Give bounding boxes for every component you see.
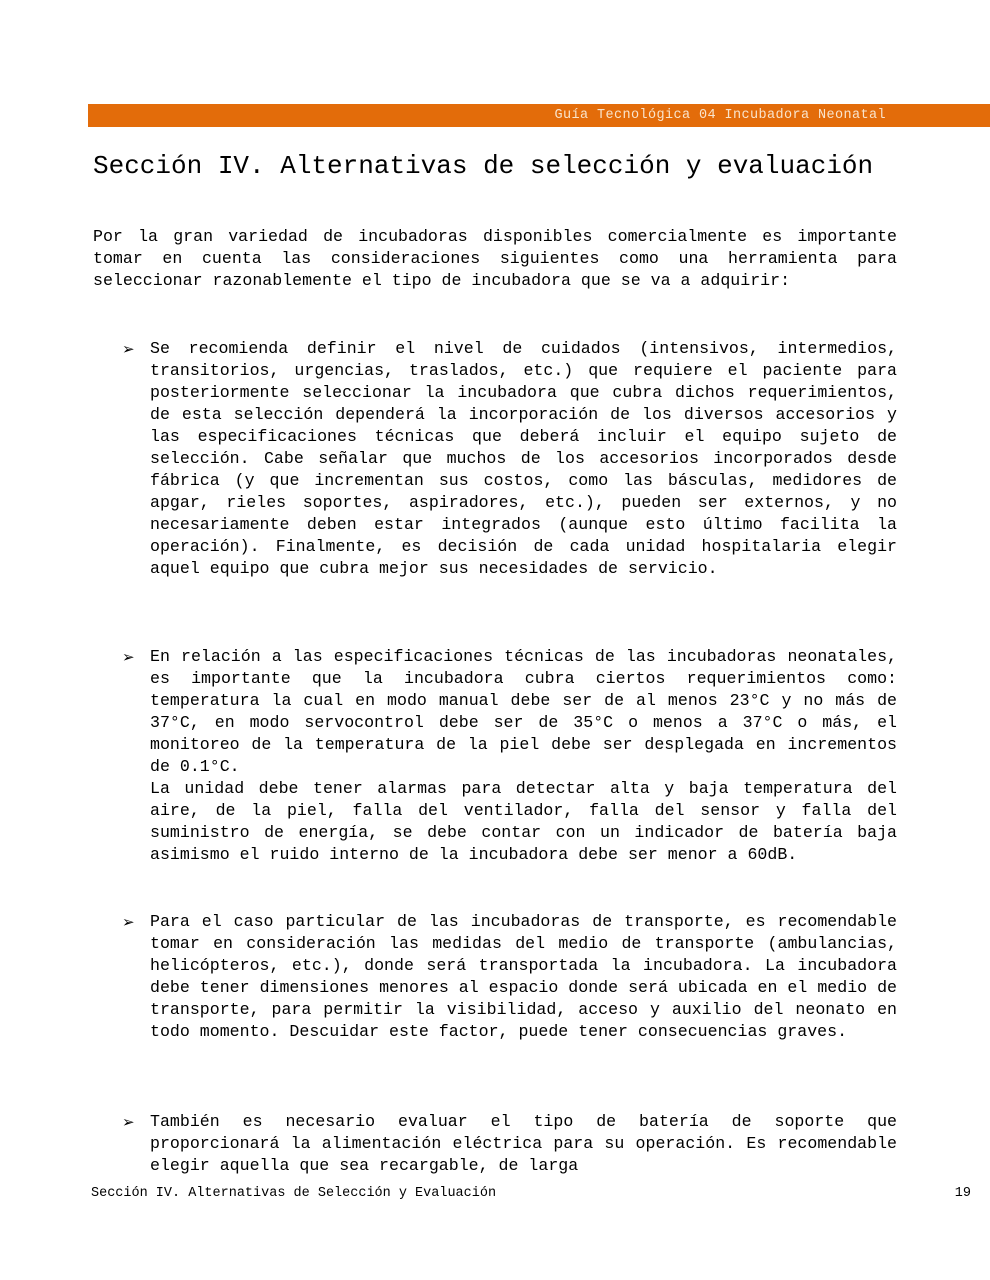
arrow-bullet-icon: ➢ — [122, 913, 135, 931]
bullet-item-transport — [122, 911, 897, 1043]
bullet-paragraph: Se recomienda definir el nivel de cuidados (intensivos, intermedios, transitorios, urgencias, traslados, etc.) que requiere el paciente para posteriormente seleccionar la incubadora que cubra dichos requerimientos, de esta selección dependerá la incorporación de los diversos accesorios y las especificaciones técnicas que deberá incluir el equipo sujeto de selección. Cabe señalar que muchos de los accesorios incorporados desde fábrica (y que incrementan sus costos, como las básculas, medidores de apgar, rieles soportes, aspiradores, etc.), pueden ser externos, y no necesariamente deben estar integrados (aunque esto último facilita la operación). Finalmente, es decisión de cada unidad hospitalaria elegir aquel equipo que cubra mejor sus necesidades de servicio. — [150, 339, 897, 578]
bullet-paragraph: Para el caso particular de las incubadoras de transporte, es recomendable tomar en consideración las medidas del medio de transporte (ambulancias, helicópteros, etc.), donde será transportada la incubadora. La incubadora debe tener dimensiones menores al espacio donde será ubicada en el medio de transporte, para permitir la visibilidad, acceso y auxilio del neonato en todo momento. Descuidar este factor, puede tener consecuencias graves. — [150, 912, 897, 1041]
bullet-paragraph: La unidad debe tener alarmas para detectar alta y baja temperatura del aire, de la piel, falla del ventilador, falla del sensor y falla del suministro de energía, se debe contar con un indicador de batería baja asimismo el ruido interno de la incubadora debe ser menor a 60dB. — [150, 779, 897, 864]
bullet-item-specifications — [122, 646, 897, 866]
arrow-bullet-icon: ➢ — [122, 340, 135, 358]
header-bar — [88, 104, 990, 127]
footer-section-label: Sección IV. Alternativas de Selección y Evaluación — [91, 1186, 497, 1201]
bullet-paragraph: También es necesario evaluar el tipo de batería de soporte que proporcionará la alimentación eléctrica para su operación. Es recomendable elegir aquella que sea recargable, de larga — [150, 1112, 897, 1175]
bullet-paragraph: En relación a las especificaciones técnicas de las incubadoras neonatales, es importante que la incubadora cubra ciertos requerimientos como: temperatura la cual en modo manual debe ser de al menos 23°C y no más de 37°C, en modo servocontrol debe ser de 35°C o menos a 37°C o más, el monitoreo de la temperatura de la piel debe ser desplegada en incrementos de 0.1°C. — [150, 647, 897, 776]
arrow-bullet-icon: ➢ — [122, 1113, 135, 1131]
intro-paragraph: Por la gran variedad de incubadoras disponibles comercialmente es importante tomar en cuenta las consideraciones siguientes como una herramienta para seleccionar razonablemente el tipo de incubadora que se va a adquirir: — [93, 227, 897, 290]
running-title: Guía Tecnológica 04 Incubadora Neonatal — [554, 108, 886, 123]
page-footer — [91, 1186, 971, 1204]
bullet-item-battery — [122, 1111, 897, 1177]
arrow-bullet-icon: ➢ — [122, 648, 135, 666]
bullet-item-care-level — [122, 338, 897, 580]
section-title: Sección IV. Alternativas de selección y evaluación — [93, 151, 874, 181]
page-number: 19 — [954, 1186, 971, 1201]
